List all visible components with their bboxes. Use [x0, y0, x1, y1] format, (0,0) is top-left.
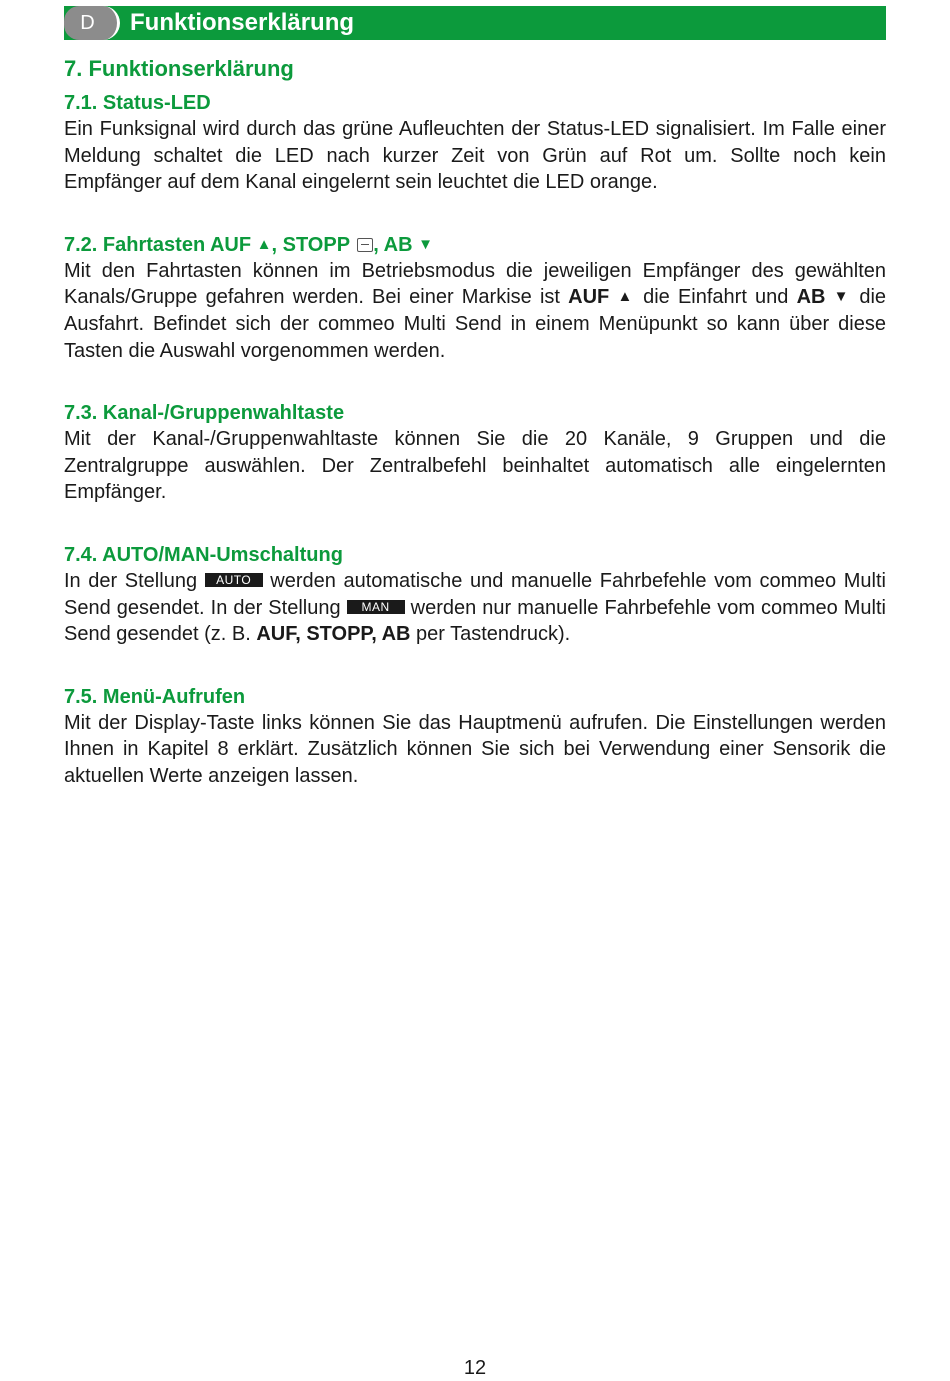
man-badge: MAN	[347, 600, 405, 614]
page-number: 12	[463, 1357, 487, 1379]
up-arrow-icon: ▲	[617, 288, 635, 306]
section-title: 7.1. Status-LED	[64, 92, 211, 114]
bold-ab: AB	[796, 286, 826, 309]
section-fahrtasten	[64, 232, 886, 364]
body-part: per Tastendruck).	[410, 623, 571, 646]
title-part: , STOPP	[271, 233, 356, 256]
body-part: die Ausfahrt. Befindet sich der commeo Multi Send in einem Menüpunkt so kann über diese Tasten die Auswahl vorgenommen werden.	[64, 286, 887, 362]
body-part: werden nur manuelle Fahrbefehle vom commeo Multi Send gesendet (z. B.	[64, 596, 886, 646]
section-body: Mit der Display-Taste links können Sie das Hauptmenü aufrufen. Die Einstellungen werden Ihnen in Kapitel 8 erklärt. Zusätzlich können Sie sich bei Verwendung einer Sensorik die aktuellen Werte anzeigen lassen.	[64, 711, 886, 787]
down-arrow-icon: ▼	[418, 235, 433, 253]
section-title	[64, 232, 886, 258]
down-arrow-icon: ▼	[833, 288, 852, 306]
section-menue	[64, 684, 886, 790]
body-part: In der Stellung	[64, 569, 205, 592]
page-heading: 7. Funktionserklärung	[64, 56, 294, 81]
content	[64, 54, 886, 790]
body-part: die Einfahrt und	[634, 286, 797, 309]
up-arrow-icon: ▲	[256, 235, 272, 253]
section-body	[64, 568, 886, 648]
section-body: Ein Funksignal wird durch das grüne Aufleuchten der Status-LED signalisiert. Im Falle einer Meldung schaltet die LED nach kurzer Zeit von Grün auf Rot um. Sollte noch kein Empfänger auf dem Kanal eingelernt sein leuchtet die LED orange.	[64, 118, 886, 194]
bold-auf: AUF	[568, 286, 610, 309]
title-part: 7.2. Fahrtasten AUF	[64, 233, 257, 256]
section-body: Mit der Kanal-/Gruppenwahltaste können Sie die 20 Kanäle, 9 Gruppen und die Zentralgruppe auswählen. Der Zentralbefehl beinhaltet automatisch alle eingelernten Empfänger.	[64, 428, 886, 504]
body-part: Mit den Fahrtasten können im Betriebsmodus die jeweiligen Empfänger des gewählten Kanals/Gruppe gefahren werden. Bei einer Markise ist	[64, 259, 886, 309]
section-body	[64, 258, 886, 364]
bold-commands: AUF, STOPP, AB	[256, 623, 411, 646]
section-kanalwahl	[64, 400, 886, 506]
language-tab: D	[64, 6, 120, 40]
header-title: Funktionserklärung	[130, 9, 355, 36]
section-auto-man	[64, 542, 886, 648]
title-part: , AB	[373, 233, 419, 256]
stop-icon	[357, 238, 373, 252]
section-title: 7.4. AUTO/MAN-Umschaltung	[64, 543, 343, 566]
body-part: werden automatische und manuelle Fahrbefehle vom commeo Multi Send gesendet. In der Stellung	[64, 569, 886, 619]
section-title: 7.3. Kanal-/Gruppenwahltaste	[64, 402, 345, 425]
section-title: 7.5. Menü-Aufrufen	[64, 685, 246, 708]
section-status-led	[64, 90, 886, 196]
auto-badge: AUTO	[205, 573, 263, 587]
